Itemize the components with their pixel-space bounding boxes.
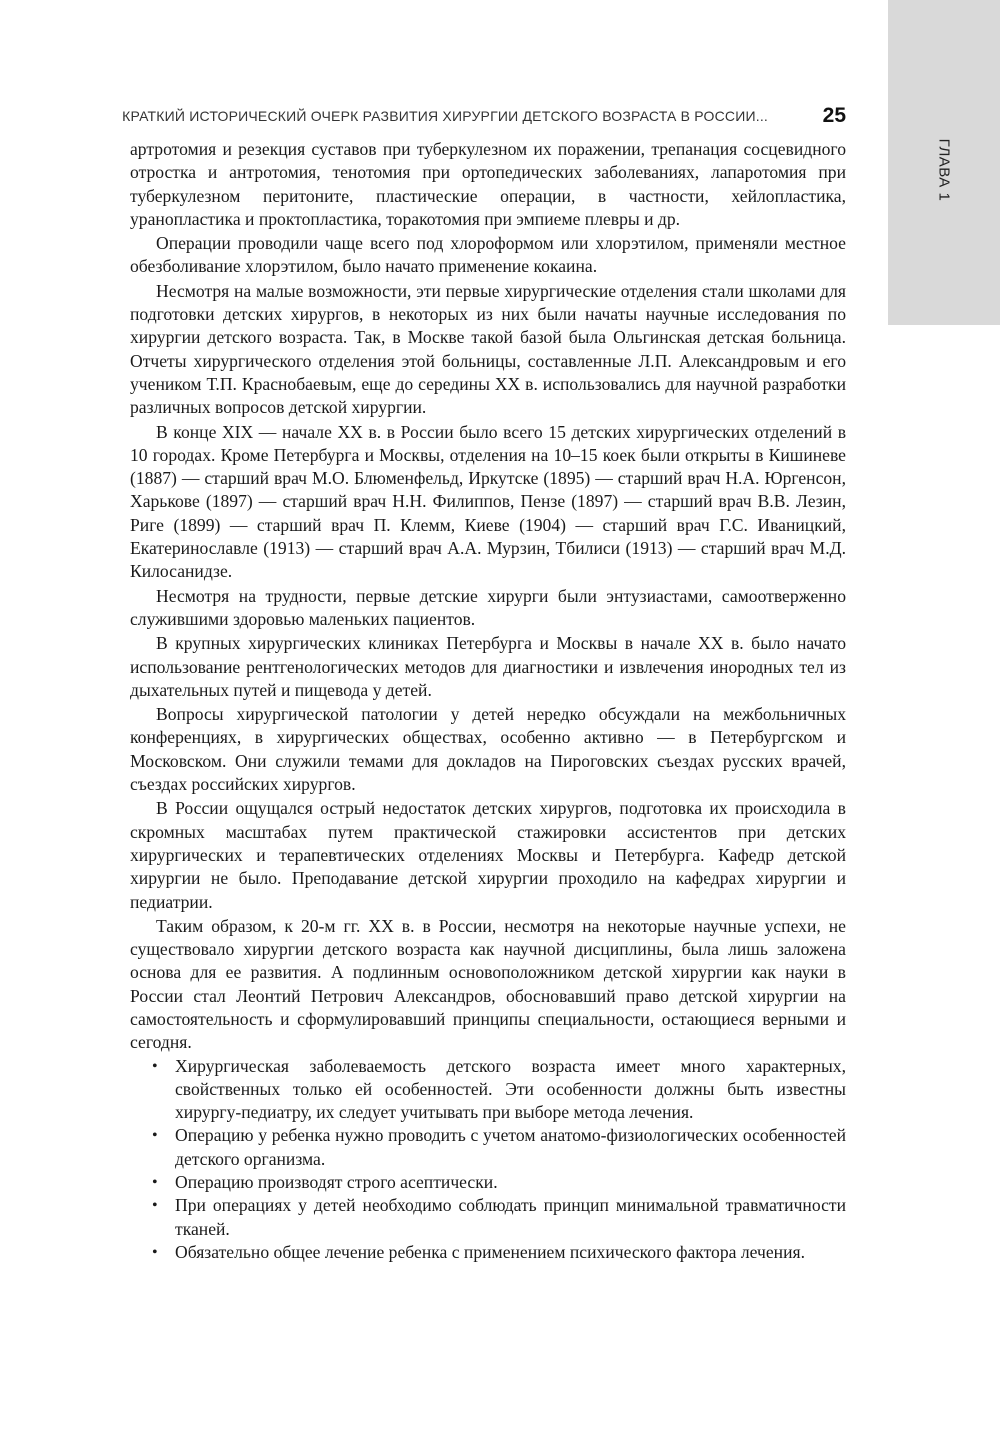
page-header (122, 104, 846, 132)
paragraph: В конце XIX — начале XX в. в России было всего 15 детских хирургических отделений в 10 городах. Кроме Петербурга и Москвы, отделения на 10–15 коек были открыты в Кишиневе (1887) — старший врач М.О. Блюменфельд, Иркутске (1895) — старший врач Н.А. Юргенсон, Харькове (1897) — старший врач Н.Н. Филиппов, Пензе (1897) — старший врач В.В. Лезин, Риге (1899) — старший врач П. Клемм, Киеве (1904) — старший врач Г.С. Иваницкий, Екатеринославле (1913) — старший врач А.А. Мурзин, Тбилиси (1913) — старший врач М.Д. Килосанидзе. (130, 421, 846, 582)
list-item-text: Хирургическая заболеваемость детского возраста имеет много характерных, свойственных только ей особенностей. Эти особенности должны быть известны хирургу-педиатру, их следует учитывать при выборе метода лечения. (175, 1055, 846, 1123)
bullet-icon: • (152, 1057, 158, 1075)
list-item (130, 1124, 846, 1171)
page-number: 25 (822, 104, 846, 127)
list-item (130, 1055, 846, 1125)
chapter-label: ГЛАВА 1 (935, 138, 953, 202)
paragraph: Несмотря на малые возможности, эти первые хирургические отделения стали школами для подготовки детских хирургов, в некоторых из них были начаты научные исследования по хирургии детского возраста. Так, в Москве такой базой была Ольгинская детская больница. Отчеты хирургического отделения этой больницы, составленные Л.П. Александровым и его учеником Т.П. Краснобаевым, еще до середины XX в. использовались для научной разработки различных вопросов детской хирургии. (130, 280, 846, 418)
paragraph: В крупных хирургических клиниках Петербурга и Москвы в начале XX в. было начато использование рентгенологических методов для диагностики и извлечения инородных тел из дыхательных путей и пищевода у детей. (130, 633, 846, 700)
principles-list (130, 1055, 846, 1265)
paragraph: Операции проводили чаще всего под хлороформом или хлорэтилом, применяли местное обезболивание хлорэтилом, было начато применение кокаина. (130, 233, 846, 277)
chapter-side-tab (888, 0, 1000, 325)
bullet-icon: • (152, 1197, 158, 1215)
list-item (130, 1241, 846, 1264)
running-title: КРАТКИЙ ИСТОРИЧЕСКИЙ ОЧЕРК РАЗВИТИЯ ХИРУРГИИ ДЕТСКОГО ВОЗРАСТА В РОССИИ... (122, 108, 768, 124)
paragraph: Несмотря на трудности, первые детские хирурги были энтузиастами, самоотверженно служившими здоровью маленьких пациентов. (130, 585, 846, 629)
list-item-text: При операциях у детей необходимо соблюдать принцип минимальной травматичности тканей. (175, 1195, 846, 1239)
paragraph: артротомия и резекция суставов при туберкулезном их поражении, трепанация сосцевидного отростка и антротомия, тенотомия при ортопедических заболеваниях, лапаротомия при туберкулезном перитоните, пластические операции, в частности, хейлопластика, уранопластика и проктопластика, торакотомия при эмпиеме плевры и др. (130, 139, 846, 229)
bullet-icon: • (152, 1174, 158, 1192)
paragraph: В России ощущался острый недостаток детских хирургов, подготовка их происходила в скромных масштабах путем практической стажировки ассистентов при детских хирургических и терапевтических отделениях Москвы и Петербурга. Кафедр детской хирургии не было. Преподавание детской хирургии проходило на кафедрах хирургии и педиатрии. (130, 798, 846, 912)
list-item-text: Операцию производят строго асептически. (175, 1172, 498, 1193)
list-item (130, 1171, 846, 1194)
page-body (130, 138, 846, 1264)
bullet-icon: • (152, 1243, 158, 1261)
list-item-text: Обязательно общее лечение ребенка с применением психического фактора лечения. (175, 1241, 805, 1262)
list-item (130, 1194, 846, 1241)
list-item-text: Операцию у ребенка нужно проводить с учетом анатомо-физиологических особенностей детского организма. (175, 1125, 846, 1169)
paragraph: Вопросы хирургической патологии у детей нередко обсуждали на межбольничных конференциях, в хирургических обществах, особенно активно — в Петербургском и Московском. Они служили темами для докладов на Пироговских съездах русских врачей, съездах российских хирургов. (130, 704, 846, 795)
bullet-icon: • (152, 1127, 158, 1145)
paragraph: Таким образом, к 20-м гг. XX в. в России, несмотря на некоторые научные успехи, не существовало хирургии детского возраста как научной дисциплины, была лишь заложена основа для ее развития. А подлинным основоположником детской хирургии как науки в России стал Леонтий Петрович Александров, обосновавший право детской хирургии на самостоятельность и сформулировавший принципы специальности, остающиеся верными и сегодня. (130, 915, 846, 1053)
